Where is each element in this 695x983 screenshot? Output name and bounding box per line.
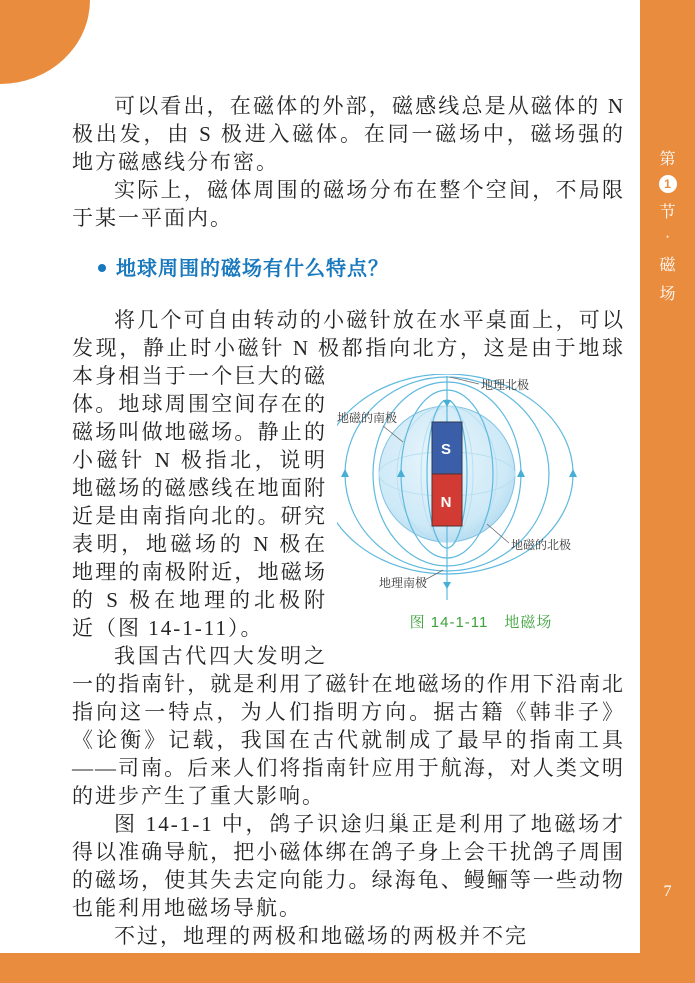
paragraph-1: 可以看出，在磁体的外部，磁感线总是从磁体的 N 极出发，由 S 极进入磁体。在同一磁场中，磁场强的地方磁感线分布密。 <box>72 94 625 174</box>
paragraph-4: 我国古代四大发明之一的指南针，就是利用了磁针在地磁场的作用下沿南北指向这一特点，为人们指明方向。据古籍《韩非子》《论衡》记载，我国在古代就制成了最早的指南工具——司南。后来人们将指南针应用于航海，对人类文明的进步产生了重大影响。 <box>72 644 625 808</box>
page-content <box>72 92 625 950</box>
geomagnetic-field-diagram <box>337 374 625 606</box>
paragraph-6: 不过，地理的两极和地磁场的两极并不完 <box>114 924 528 948</box>
chapter-separator-dot: · <box>664 228 671 245</box>
chapter-char: 第 <box>659 151 676 168</box>
chapter-tab <box>640 146 695 304</box>
magnet-s-label: S <box>440 441 454 458</box>
label-geomagnetic-south: 地磁的南极 <box>337 411 398 425</box>
page-number: 7 <box>663 883 672 900</box>
paragraph-3: 将几个可自由转动的小磁针放在水平桌面上，可以发现，静止时小磁针 N 极都指向北方，这是由于地球本身相当于一个巨大的磁体。地球周围空间存在的磁场叫做地磁场。静止的小磁针 N 极指北，说明地磁场的磁感线在地面附近是由南指向北的。研究表明，地磁场的 N 极在地理的南极附近，地磁场的 S 极在地理的北极附近（图 14-1-11）。 <box>72 308 625 640</box>
label-geographic-south: 地理南极 <box>379 576 428 590</box>
chapter-char: 节 <box>659 204 676 221</box>
label-geomagnetic-north: 地磁的北极 <box>511 538 572 552</box>
section-heading-text: 地球周围的磁场有什么特点？ <box>116 258 389 280</box>
corner-decoration <box>0 0 90 84</box>
bullet-icon <box>98 264 106 272</box>
chapter-char: 场 <box>659 286 676 303</box>
figure-caption: 图 14-1-11 地磁场 <box>409 614 553 631</box>
paragraph-5: 图 14-1-1 中，鸽子识途归巢正是利用了地磁场才得以准确导航，把小磁体绑在鸽子身上会干扰鸽子周围的磁场，使其失去定向能力。绿海龟、鳗鲡等一些动物也能利用地磁场导航。 <box>72 812 625 920</box>
bottom-decoration-bar <box>0 953 695 983</box>
chapter-char: 磁 <box>659 257 676 274</box>
section-heading <box>72 254 625 284</box>
section-number-badge: 1 <box>659 175 677 193</box>
label-geographic-north: 地理北极 <box>481 378 530 392</box>
chapter-sidebar <box>640 0 695 983</box>
magnet-n-label: N <box>440 494 454 511</box>
paragraph-2: 实际上，磁体周围的磁场分布在整个空间，不局限于某一平面内。 <box>72 178 625 230</box>
bar-magnet <box>432 422 462 526</box>
